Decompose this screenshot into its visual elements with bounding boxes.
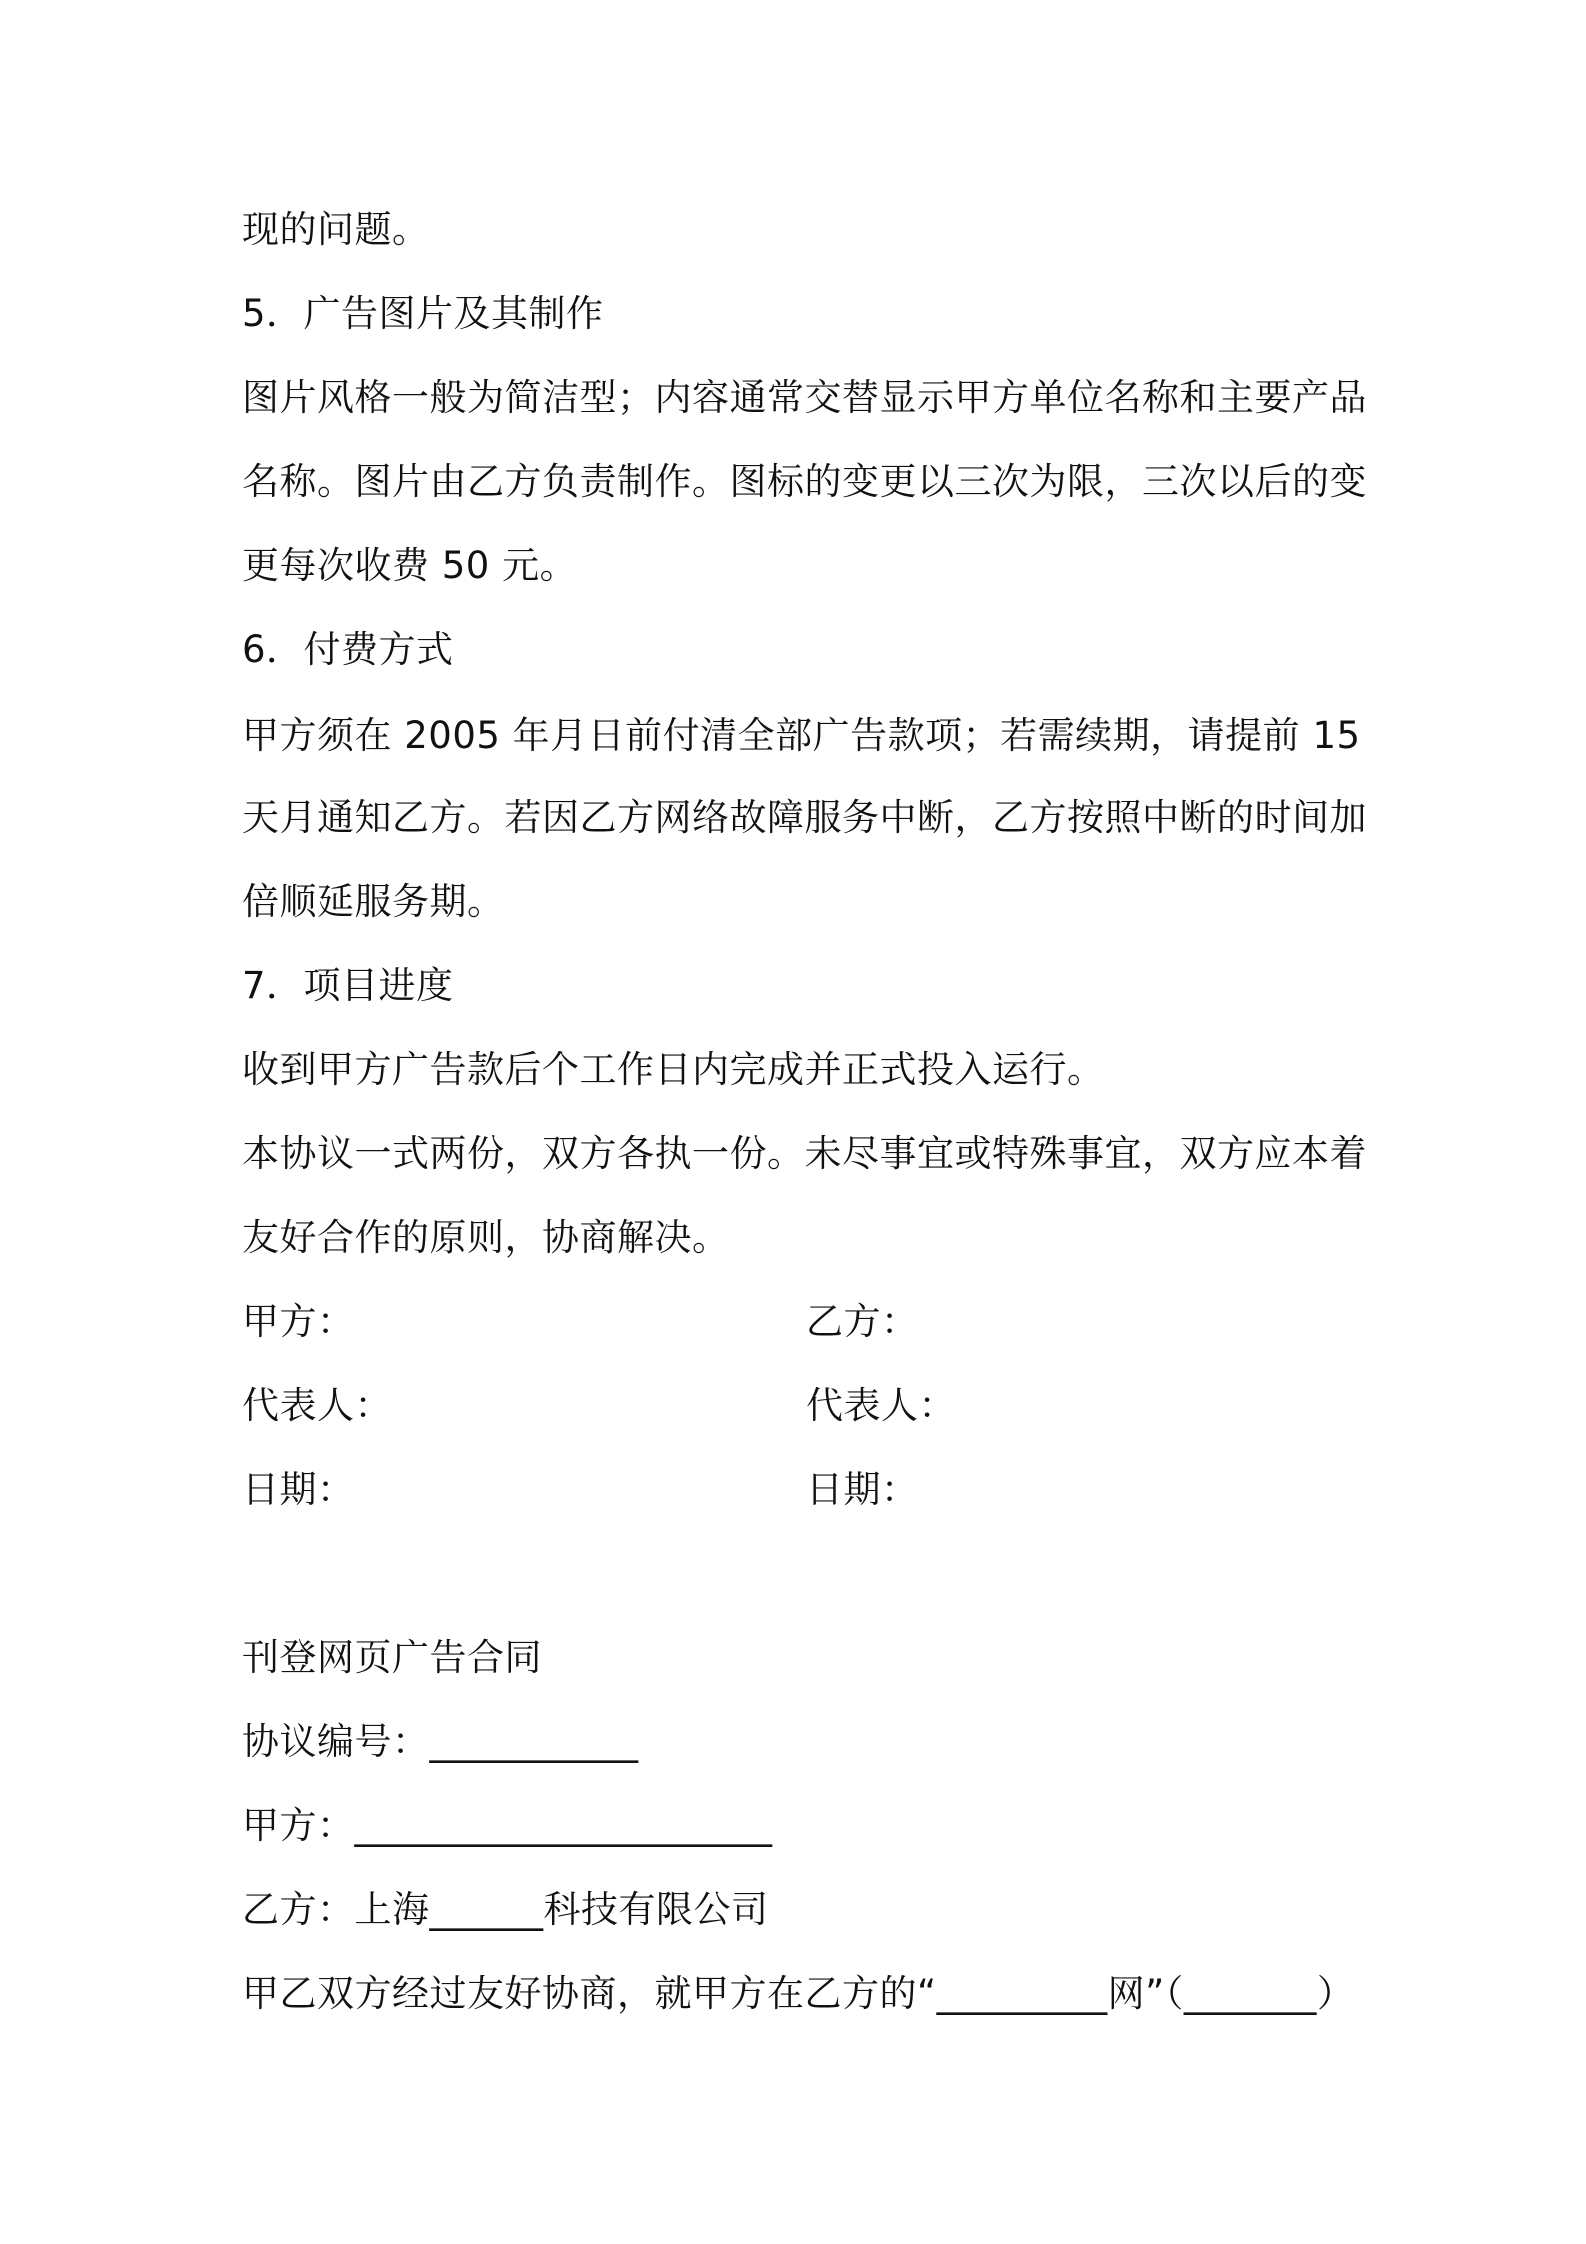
paragraph-line: 友好合作的原则，协商解决。: [242, 1216, 730, 1259]
party-a-label: 甲方：: [242, 1300, 355, 1343]
paragraph-line: 现的问题。: [242, 208, 430, 251]
paragraph-line: 收到甲方广告款后个工作日内完成并正式投入运行。: [242, 1048, 1105, 1091]
representative-b-label: 代表人：: [806, 1384, 956, 1427]
contract-title: 刊登网页广告合同: [242, 1636, 542, 1679]
representative-a-label: 代表人：: [242, 1384, 392, 1427]
paragraph-line: 天月通知乙方。若因乙方网络故障服务中断，乙方按照中断的时间加: [242, 796, 1367, 839]
date-b-label: 日期：: [806, 1468, 919, 1511]
paragraph-line: 更每次收费 50 元。: [242, 544, 578, 587]
section-heading: 5．广告图片及其制作: [242, 292, 604, 335]
section-heading: 6．付费方式: [242, 628, 454, 671]
intro-line: 甲乙双方经过友好协商，就甲方在乙方的“_________网”（_______）: [242, 1972, 1355, 2015]
paragraph-line: 名称。图片由乙方负责制作。图标的变更以三次为限，三次以后的变: [242, 460, 1367, 503]
paragraph-line: 倍顺延服务期。: [242, 880, 505, 923]
section-heading: 7．项目进度: [242, 964, 454, 1007]
paragraph-line: 甲方须在 2005 年月日前付清全部广告款项；若需续期，请提前 15: [242, 714, 1361, 757]
agreement-number-line: 协议编号：___________: [242, 1720, 639, 1763]
paragraph-line: 图片风格一般为简洁型；内容通常交替显示甲方单位名称和主要产品: [242, 376, 1367, 419]
paragraph-line: 本协议一式两份，双方各执一份。未尽事宜或特殊事宜，双方应本着: [242, 1132, 1367, 1175]
party-a-line: 甲方：______________________: [242, 1804, 773, 1847]
party-b-label: 乙方：: [806, 1300, 919, 1343]
party-b-line: 乙方：上海______科技有限公司: [242, 1888, 769, 1931]
date-a-label: 日期：: [242, 1468, 355, 1511]
